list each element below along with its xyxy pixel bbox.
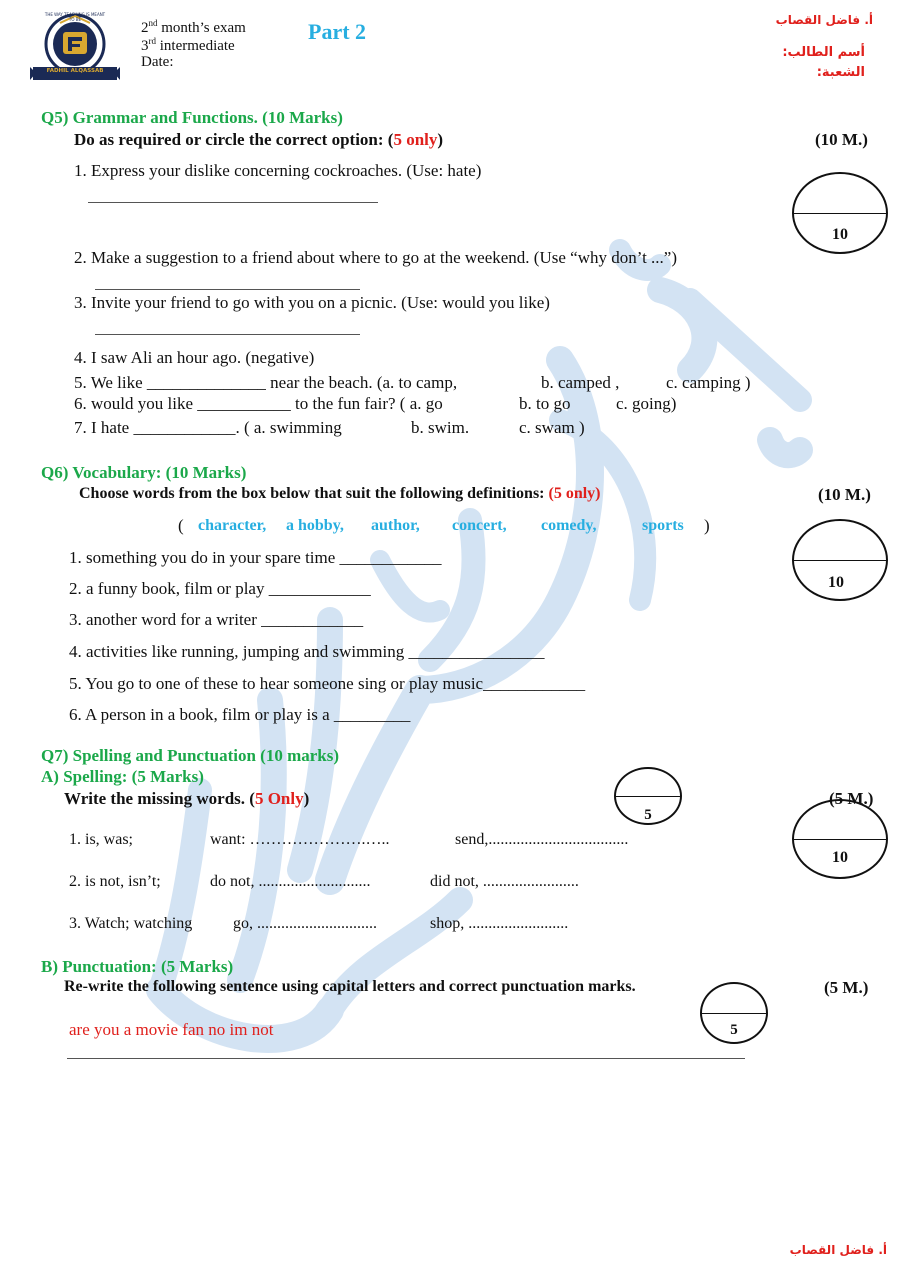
spelling-row-1-col-2[interactable]: want: ………………….….. [210, 831, 390, 848]
answer-line[interactable] [88, 202, 378, 203]
q5-instruction-count: 5 only [393, 130, 438, 149]
q7b-score: 5 [730, 1022, 738, 1038]
q5-item-5-option-c[interactable]: c. camping ) [666, 373, 751, 392]
section-label: الشعبة: [816, 65, 865, 80]
word-box-word: comedy, [541, 517, 597, 534]
q7a-marks: (5 M.) [829, 789, 874, 808]
answer-line[interactable] [95, 289, 360, 290]
logo-ring-text: THE WAY TEACHING IS MEANT TO BE [44, 12, 106, 22]
word-box [178, 516, 184, 536]
q5-item-3: 3. Invite your friend to go with you on a picnic. (Use: would you like) [74, 293, 550, 312]
exam-month: 2nd month’s exam [141, 18, 246, 36]
q6-item: 3. another word for a writer ____________ [69, 610, 364, 629]
q5-item-2: 2. Make a suggestion to a friend about where to go at the weekend. (Use “why don’t ...”) [74, 248, 678, 267]
q5-item-6-option-b[interactable]: b. to go [519, 394, 571, 413]
q5-item-7-option-c[interactable]: c. swam ) [519, 418, 585, 437]
spelling-row-2-col-2[interactable]: do not, ............................ [210, 873, 371, 890]
q7b-score-circle [700, 982, 768, 1044]
spelling-row-2-col-3[interactable]: did not, ........................ [430, 873, 579, 890]
q6-score: 10 [828, 574, 844, 591]
spelling-row-2-col-1: 2. is not, isn’t; [69, 873, 161, 890]
q7b-instruction: Re-write the following sentence using capital letters and correct punctuation marks. [64, 978, 636, 995]
q5-score-circle [792, 172, 888, 254]
spelling-row-3-col-2[interactable]: go, .............................. [233, 915, 377, 932]
spelling-row-1-col-3[interactable]: send,................................... [455, 831, 629, 848]
word-box-word: sports [642, 517, 684, 534]
footer-teacher-name: أ. فاضل القصاب [789, 1243, 887, 1257]
q6-instruction: Choose words from the box below that suit the following definitions: (5 only) [79, 485, 601, 502]
q7a-title: A) Spelling: (5 Marks) [41, 767, 204, 786]
q5-item-6-option-c[interactable]: c. going) [616, 394, 677, 413]
q5-item-6-stem: 6. would you like ___________ to the fun fair? ( a. go [74, 394, 443, 413]
exam-month-sup: nd [148, 18, 158, 28]
q7b-marks: (5 M.) [824, 978, 869, 997]
q5-item-1: 1. Express your dislike concerning cockroaches. (Use: hate) [74, 161, 482, 180]
q6-title: Q6) Vocabulary: (10 Marks) [41, 463, 247, 482]
grade-level: 3rd intermediate [141, 36, 235, 54]
logo-ribbon-text: FADHIL ALQASSAB [46, 68, 104, 74]
q7b-title: B) Punctuation: (5 Marks) [41, 957, 234, 976]
q6-item: 4. activities like running, jumping and swimming ________________ [69, 642, 545, 661]
q5-marks: (10 M.) [815, 130, 868, 149]
word-box-open: ( [178, 516, 184, 535]
word-box-word: a hobby, [286, 517, 344, 534]
q5-score: 10 [832, 226, 848, 243]
student-name-label: أسم الطالب: [782, 45, 865, 60]
q6-item: 2. a funny book, film or play ____________ [69, 579, 371, 598]
answer-line[interactable] [95, 334, 360, 335]
word-box-word: character, [198, 517, 267, 534]
school-logo [30, 10, 120, 85]
q7a-score: 5 [644, 807, 652, 823]
word-box-word: concert, [452, 517, 507, 534]
q6-item: 1. something you do in your spare time ____________ [69, 548, 442, 567]
q7a-instruction-count: 5 Only [254, 789, 304, 808]
q7-total-score-circle [792, 799, 888, 879]
q7a-score-circle [614, 767, 682, 825]
q5-item-5-option-b[interactable]: b. camped , [541, 373, 620, 392]
q7a-instruction: Write the missing words. (5 Only) [64, 789, 310, 808]
q7-title: Q7) Spelling and Punctuation (10 marks) [41, 746, 340, 765]
q6-instruction-count: (5 only) [548, 485, 601, 502]
word-box-close: ) [704, 516, 710, 535]
q6-score-circle [792, 519, 888, 601]
spelling-row-1-col-1: 1. is, was; [69, 831, 133, 848]
q5-item-4: 4. I saw Ali an hour ago. (negative) [74, 348, 315, 367]
grade-sup: rd [148, 36, 156, 46]
spelling-row-3-col-3[interactable]: shop, ......................... [430, 915, 569, 932]
word-box-word: author, [371, 517, 420, 534]
q7-total-score: 10 [832, 849, 848, 866]
part-title: Part 2 [308, 19, 367, 44]
q5-item-7-option-b[interactable]: b. swim. [411, 418, 470, 437]
q6-item: 6. A person in a book, film or play is a _________ [69, 705, 411, 724]
q5-item-5-stem: 5. We like ______________ near the beach. (a. to camp, [74, 373, 458, 392]
spelling-row-3-col-1: 3. Watch; watching [69, 915, 193, 932]
q6-marks: (10 M.) [818, 485, 871, 504]
answer-line[interactable] [67, 1058, 745, 1059]
date-label: Date: [141, 54, 174, 70]
q5-title: Q5) Grammar and Functions. (10 Marks) [41, 108, 343, 127]
q6-item: 5. You go to one of these to hear someone sing or play music____________ [69, 674, 586, 693]
punctuation-sentence: are you a movie fan no im not [69, 1020, 274, 1039]
q5-instruction: Do as required or circle the correct option: (5 only) [74, 130, 444, 149]
q5-item-7-stem: 7. I hate ____________. ( a. swimming [74, 418, 342, 437]
teacher-name: أ. فاضل القصاب [775, 13, 873, 27]
